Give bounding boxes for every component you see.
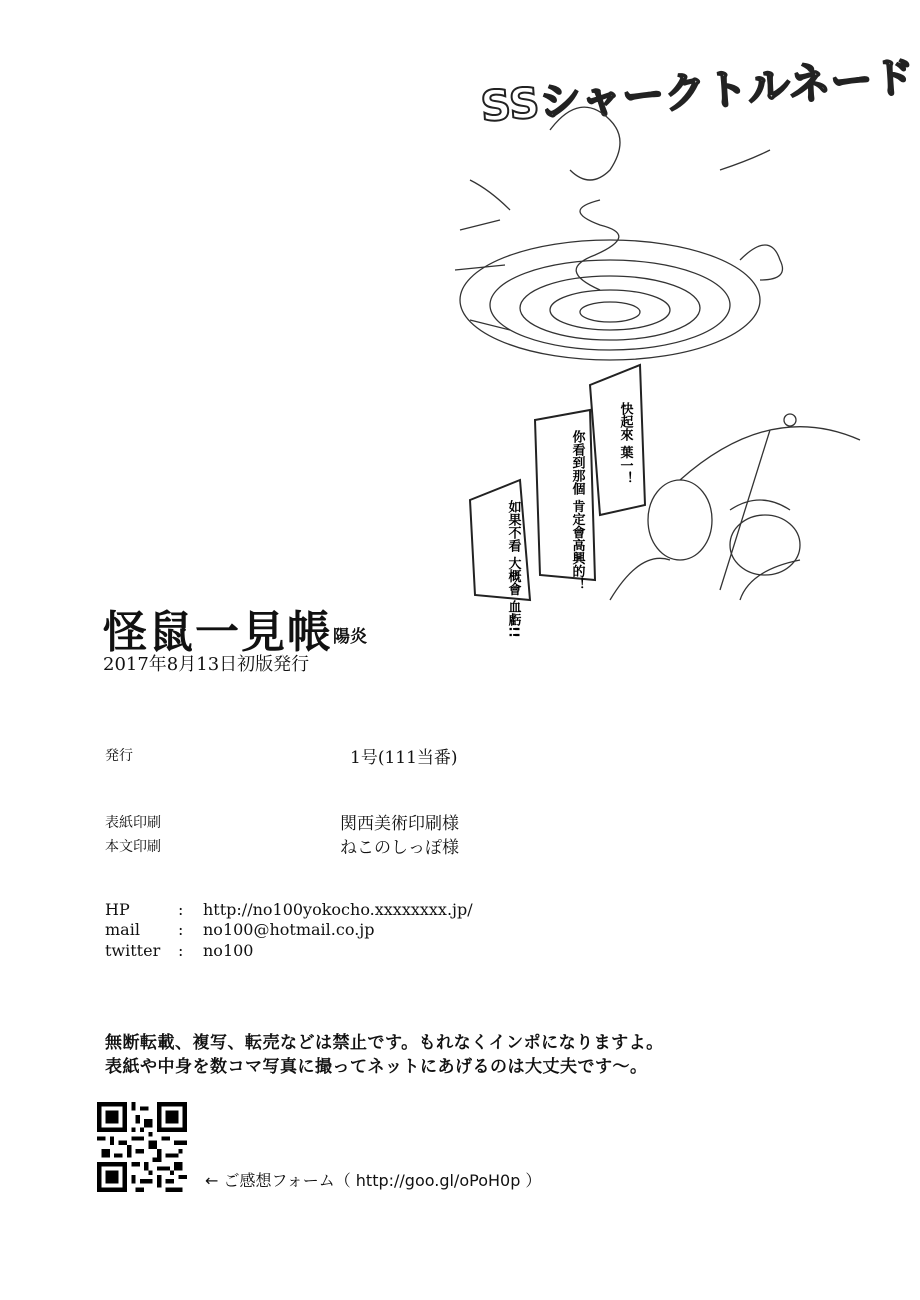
speech-bubble-1: 快起來 葉一！ [617,402,633,485]
twitter-handle[interactable]: no100 [203,941,254,960]
edition-date: 2017年8月13日初版発行 [103,654,310,675]
hp-link[interactable]: http://no100yokocho.xxxxxxxx.jp/ [203,900,473,919]
speech-bubble-3: 如果不看 大概會 血虧!! [505,500,521,638]
publisher-label: 発行 [105,748,133,764]
author-name: 陽炎 [333,627,367,647]
hp-label: HP [105,900,130,919]
cover-print-value: 関西美術印刷様 [340,814,459,834]
book-title: 怪鼠一見帳 [103,607,333,658]
copyright-notice-line1: 無断転載、複写、転売などは禁止です。もれなくインポになりますよ。 [105,1033,664,1053]
copyright-notice-line2: 表紙や中身を数コマ写真に撮ってネットにあげるのは大丈夫です～。 [105,1057,648,1077]
twitter-colon: : [178,941,184,960]
cover-print-label: 表紙印刷 [105,815,161,831]
mail-colon: : [178,920,184,939]
characters-sketch [610,414,860,600]
whirlpool-sketch [455,107,783,360]
mail-label: mail [105,920,140,939]
qr-code-icon[interactable] [97,1102,187,1192]
mail-link[interactable]: no100@hotmail.co.jp [203,920,375,939]
title-art-text: SSシャークトルネード [479,51,916,132]
hp-colon: : [178,900,184,919]
publisher-value: 1号(111当番) [350,748,458,768]
body-print-label: 本文印刷 [105,839,161,855]
twitter-label: twitter [105,941,161,960]
feedback-form-link[interactable]: ← ご感想フォーム（ http://goo.gl/oPoH0p ） [205,1171,542,1190]
body-print-value: ねこのしっぽ様 [340,838,459,858]
sketch-illustration [440,30,916,638]
speech-bubble-2: 你看到那個 肯定會高興的！ [569,430,585,591]
